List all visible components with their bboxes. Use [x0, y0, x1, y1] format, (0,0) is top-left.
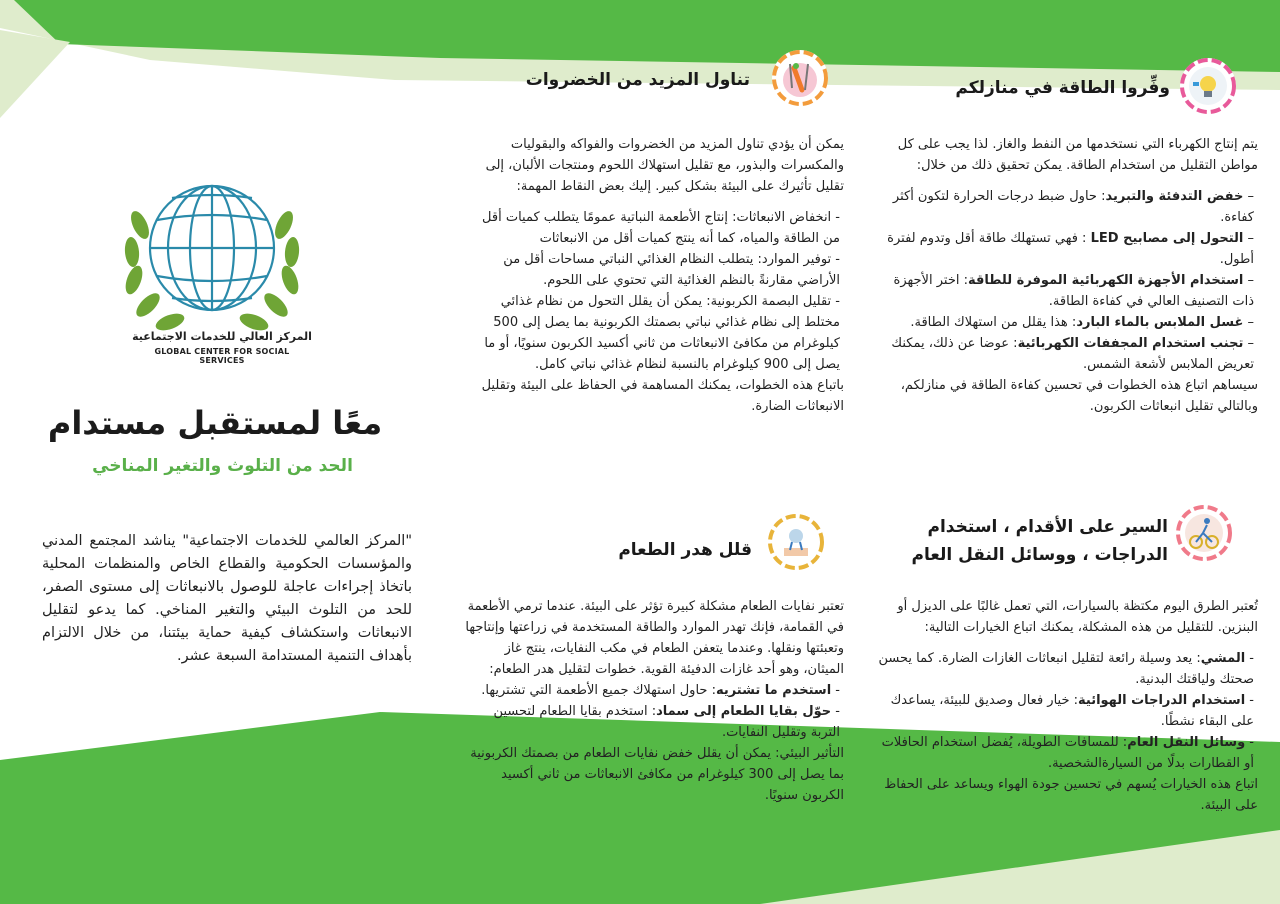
- logo: [112, 170, 312, 365]
- list-item: - وسائل النقل العام: للمسافات الطويلة، يُفضل استخدام الحافلات أو القطارات بدلًا من السيارةالشخصية.: [881, 735, 1254, 771]
- energy-intro: يتم إنتاج الكهرباء التي نستخدمها من النفط والغاز. لذا يجب على كل مواطن التقليل من استخدام الطاقة. يمكن تحقيق ذلك من خلال:: [897, 137, 1258, 173]
- list-item: – تجنب استخدام المجففات الكهربائية: عوضا عن ذلك، يمكنك تعريض الملابس لأشعة الشمس.: [891, 336, 1254, 372]
- food-waste-icon: [768, 514, 824, 570]
- food-waste-section: [464, 596, 844, 806]
- vegetables-section: [464, 134, 844, 417]
- vegetables-intro: يمكن أن يؤدي تناول المزيد من الخضروات والفواكه والبقوليات والمكسرات والبذور، مع تقليل استهلاك اللحوم ومنتجات الألبان، إلى تقليل تأثيرك على البيئة بشكل كبير. إليك بعض النقاط المهمة:: [485, 137, 844, 194]
- transport-section: [876, 596, 1258, 816]
- logo-english-name: GLOBAL CENTER FOR SOCIAL SERVICES: [154, 347, 290, 365]
- vegetables-plate-icon: [772, 50, 828, 106]
- cyclist-icon: [1176, 505, 1232, 561]
- list-item: - انخفاض الانبعاثات: إنتاج الأطعمة النباتية عمومًا يتطلب كميات أقل من الطاقة والمياه، كما أنه ينتج كميات أقل من الانبعاثات: [482, 210, 840, 246]
- list-item: – استخدام الأجهزة الكهربائية الموفرة للطاقة: اختر الأجهزة ذات التصنيف العالي في كفاءة الطاقة.: [893, 273, 1254, 309]
- transport-outro: اتباع هذه الخيارات يُسهم في تحسين جودة الهواء ويساعد على الحفاظ على البيئة.: [884, 777, 1258, 813]
- energy-title: وفِّروا الطاقة في منازلكم: [955, 78, 1170, 98]
- list-item: – التحول إلى مصابيح LED : فهي تستهلك طاقة أقل وتدوم لفترة أطول.: [887, 231, 1254, 267]
- food-waste-outro: التأثير البيئي: يمكن أن يقلل خفض نفايات الطعام من بصمتك الكربونية بما يصل إلى 300 كيلوغرام من مكافئ الانبعاثات من ثاني أكسيد الكربون سنويًا.: [470, 746, 844, 803]
- list-item: - استخدم ما تشتريه: حاول استهلاك جميع الأطعمة التي تشتريها.: [481, 683, 840, 698]
- cover-subtitle: الحد من التلوث والتغير المناخي: [92, 456, 353, 476]
- cover-body: "المركز العالمي للخدمات الاجتماعية" يناشد المجتمع المدني والمؤسسات الحكومية والقطاع الخاص والمنظمات المحلية باتخاذ إجراءات عاجلة للوصول بالانبعاثات إلى مستوى الصفر، للحد من التلوث البيئي والتغير المناخي. كما يدعو لتقليل الانبعاثات واستكشاف كيفية حماية بيئتنا، من خلال الالتزام بأهداف التنمية المستدامة السبعة عشر.: [42, 533, 412, 664]
- list-item: - حوّل بقايا الطعام إلى سماد: استخدم بقايا الطعام لتحسين التربة وتقليل النفايات.: [493, 704, 840, 740]
- list-item: - تقليل البصمة الكربونية: يمكن أن يقلل التحول من نظام غذائي مختلط إلى نظام غذائي نباتي بصمتك الكربونية بما يصل إلى 500 كيلوغرام من مكافئ الانبعاثات من ثاني أكسيد الكربون سنويًا، أو ما يصل إلى 900 كيلوغرام بالنسبة لنظام غذائي نباتي كامل.: [484, 294, 840, 372]
- list-item: - استخدام الدراجات الهوائية: خيار فعال وصديق للبيئة، يساعدك على البقاء نشطًا.: [890, 693, 1254, 729]
- transport-title-line2: الدراجات ، ووسائل النقل العام: [911, 545, 1168, 565]
- cover-title: معًا لمستقبل مستدام: [47, 404, 383, 442]
- list-item: – خفض التدفئة والتبريد: حاول ضبط درجات الحرارة لتكون أكثر كفاءة.: [892, 189, 1254, 225]
- vegetables-outro: باتباع هذه الخطوات، يمكنك المساهمة في الحفاظ على البيئة وتقليل الانبعاثات الضارة.: [481, 378, 844, 414]
- list-item: - توفير الموارد: يتطلب النظام الغذائي النباتي مساحات أقل من الأراضي مقارنةً بالنظم الغذائية التي تحتوي على اللحوم.: [503, 252, 840, 288]
- energy-bulb-icon: [1180, 58, 1236, 114]
- list-item: – غسل الملابس بالماء البارد: هذا يقلل من استهلاك الطاقة.: [910, 315, 1254, 330]
- energy-outro: سيساهم اتباع هذه الخطوات في تحسين كفاءة الطاقة في منازلكم، وبالتالي تقليل انبعاثات الكربون.: [900, 378, 1258, 414]
- energy-section: [884, 134, 1258, 417]
- vegetables-title: تناول المزيد من الخضروات: [525, 70, 750, 90]
- logo-arabic-name: المركز العالي للخدمات الاجتماعية: [132, 330, 312, 343]
- list-item: - المشي: يعد وسيلة رائعة لتقليل انبعاثات الغازات الضارة. كما يحسن صحتك ولياقتك البدنية.: [878, 651, 1254, 687]
- transport-title: [912, 513, 1169, 569]
- food-waste-intro: تعتبر نفايات الطعام مشكلة كبيرة تؤثر على البيئة. عندما ترمي الأطعمة في القمامة، فإنك تهدر الموارد والطاقة المستخدمة في زراعتها وإنتاجها وتعبئتها ونقلها. وعندما يتعفن الطعام في مكب النفايات، ينتج غاز الميثان، وهو أحد غازات الدفيئة القوية. خطوات لتقليل هدر الطعام:: [465, 599, 844, 677]
- globe-laurel-logo-icon: [112, 170, 312, 340]
- food-waste-title: قلل هدر الطعام: [618, 540, 752, 560]
- transport-intro: تُعتبر الطرق اليوم مكتظة بالسيارات، التي تعمل غالبًا على الديزل أو البنزين. للتقليل من هذه المشكلة، يمكنك اتباع الخيارات التالية:: [897, 599, 1258, 635]
- transport-title-line1: السير على الأقدام ، استخدام: [927, 517, 1168, 537]
